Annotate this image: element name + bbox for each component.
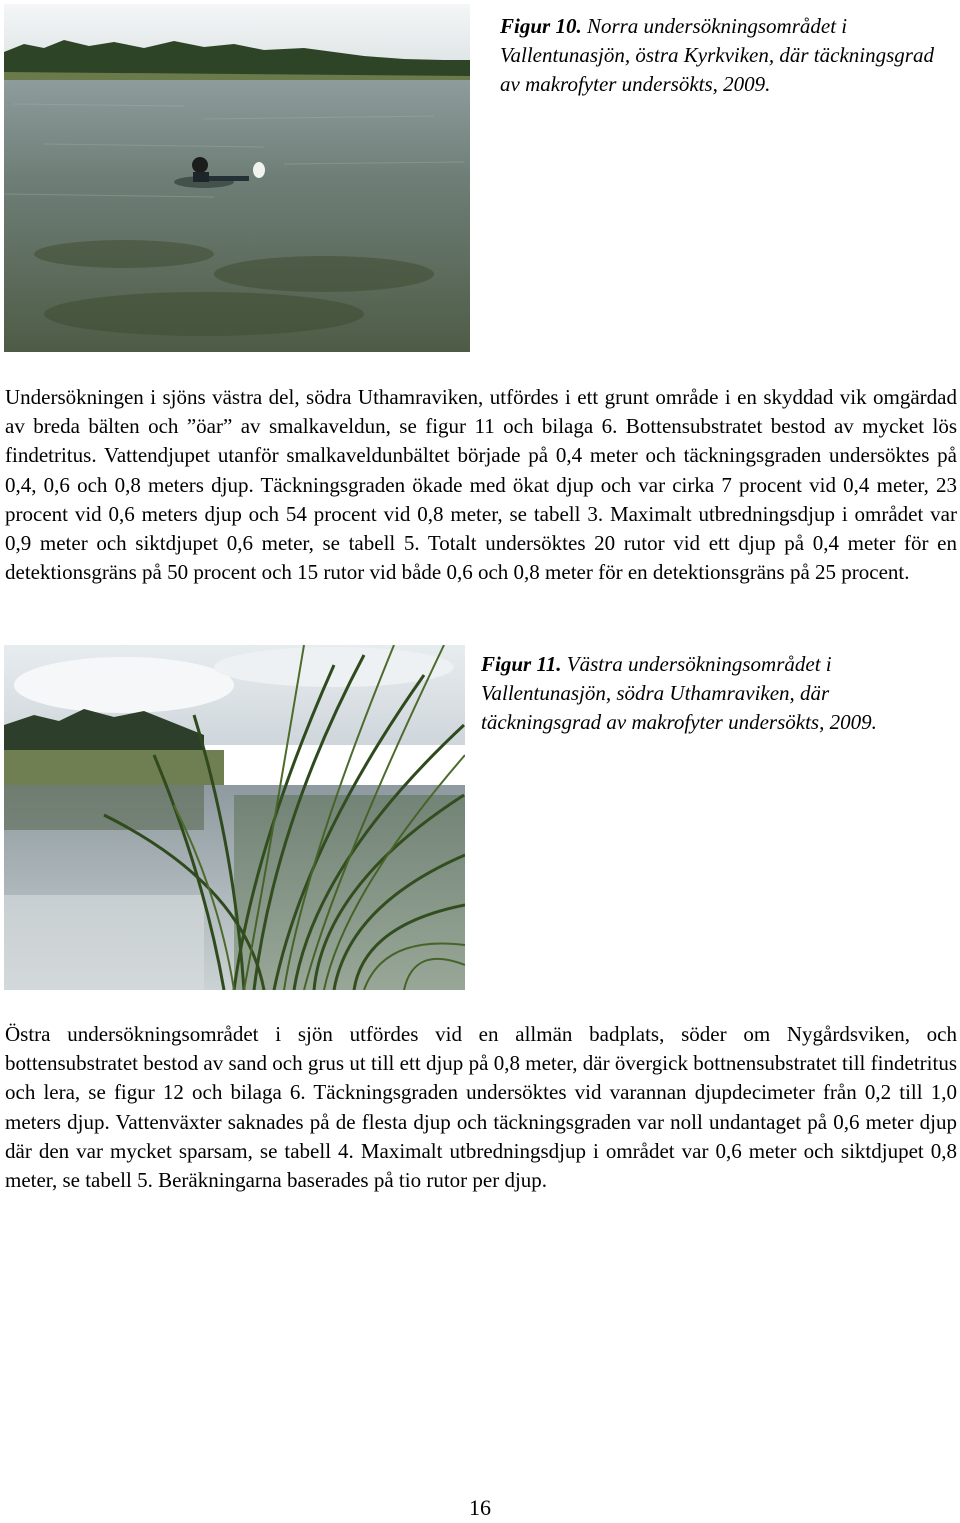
figure-11-caption (481, 650, 951, 737)
paragraph-uthamraviken: Undersökningen i sjöns västra del, södra Uthamraviken, utfördes i ett grunt område i en skyddad vik omgärdad av breda bälten och ”öar” av smalkaveldun, se figur 11 och bilaga 6. Bottensubstratet bestod av mycket lös findetritus. Vattendjupet utanför smalkaveldunbältet började på 0,4 meter och täckningsgraden undersöktes på 0,4, 0,6 och 0,8 meters djup. Täckningsgraden ökade med ökat djup och var cirka 7 procent vid 0,4 meter, 23 procent vid 0,6 meters djup och 54 procent vid 0,8 meter, se tabell 3. Maximalt utbredningsdjup i området var 0,9 meter och siktdjupet 0,6 meter, se tabell 5. Totalt undersöktes 20 rutor vid ett djup på 0,4 meter för en detektionsgräns på 50 procent och 15 rutor vid både 0,6 och 0,8 meter för en detektionsgräns på 25 procent. (5, 385, 957, 585)
figure-11-label: Figur 11. (481, 652, 562, 676)
figure-11-caption-text: Västra undersökningsområdet i Vallentunasjön, södra Uthamraviken, där täckningsgrad av makrofyter undersökts, 2009. (481, 652, 877, 734)
figure-11-photo (4, 645, 465, 990)
figure-10-label: Figur 10. (500, 14, 582, 38)
figure-10-caption (500, 12, 945, 99)
page-number: 16 (469, 1495, 491, 1520)
figure-10-photo (4, 4, 470, 352)
figure-10-caption-text: Norra undersökningsområdet i Vallentunasjön, östra Kyrkviken, där täckningsgrad av makrofyter undersökts, 2009. (500, 14, 934, 96)
paragraph-ostra-omradet: Östra undersökningsområdet i sjön utfördes vid en allmän badplats, söder om Nygårdsviken, och bottensubstratet bestod av sand och grus ut till ett djup på 0,8 meter, där övergick bottnensubstratet till findetritus och lera, se figur 12 och bilaga 6. Täckningsgraden undersöktes vid varannan djupdecimeter från 0,2 till 1,0 meters djup. Vattenväxter saknades på de flesta djup och täckningsgraden var noll undantaget på 0,6 meter djup där den var mycket sparsam, se tabell 4. Maximalt utbredningsdjup i området var 0,6 meter och siktdjupet 0,8 meter, se tabell 5. Beräkningarna baserades på tio rutor per djup. (5, 1022, 957, 1193)
